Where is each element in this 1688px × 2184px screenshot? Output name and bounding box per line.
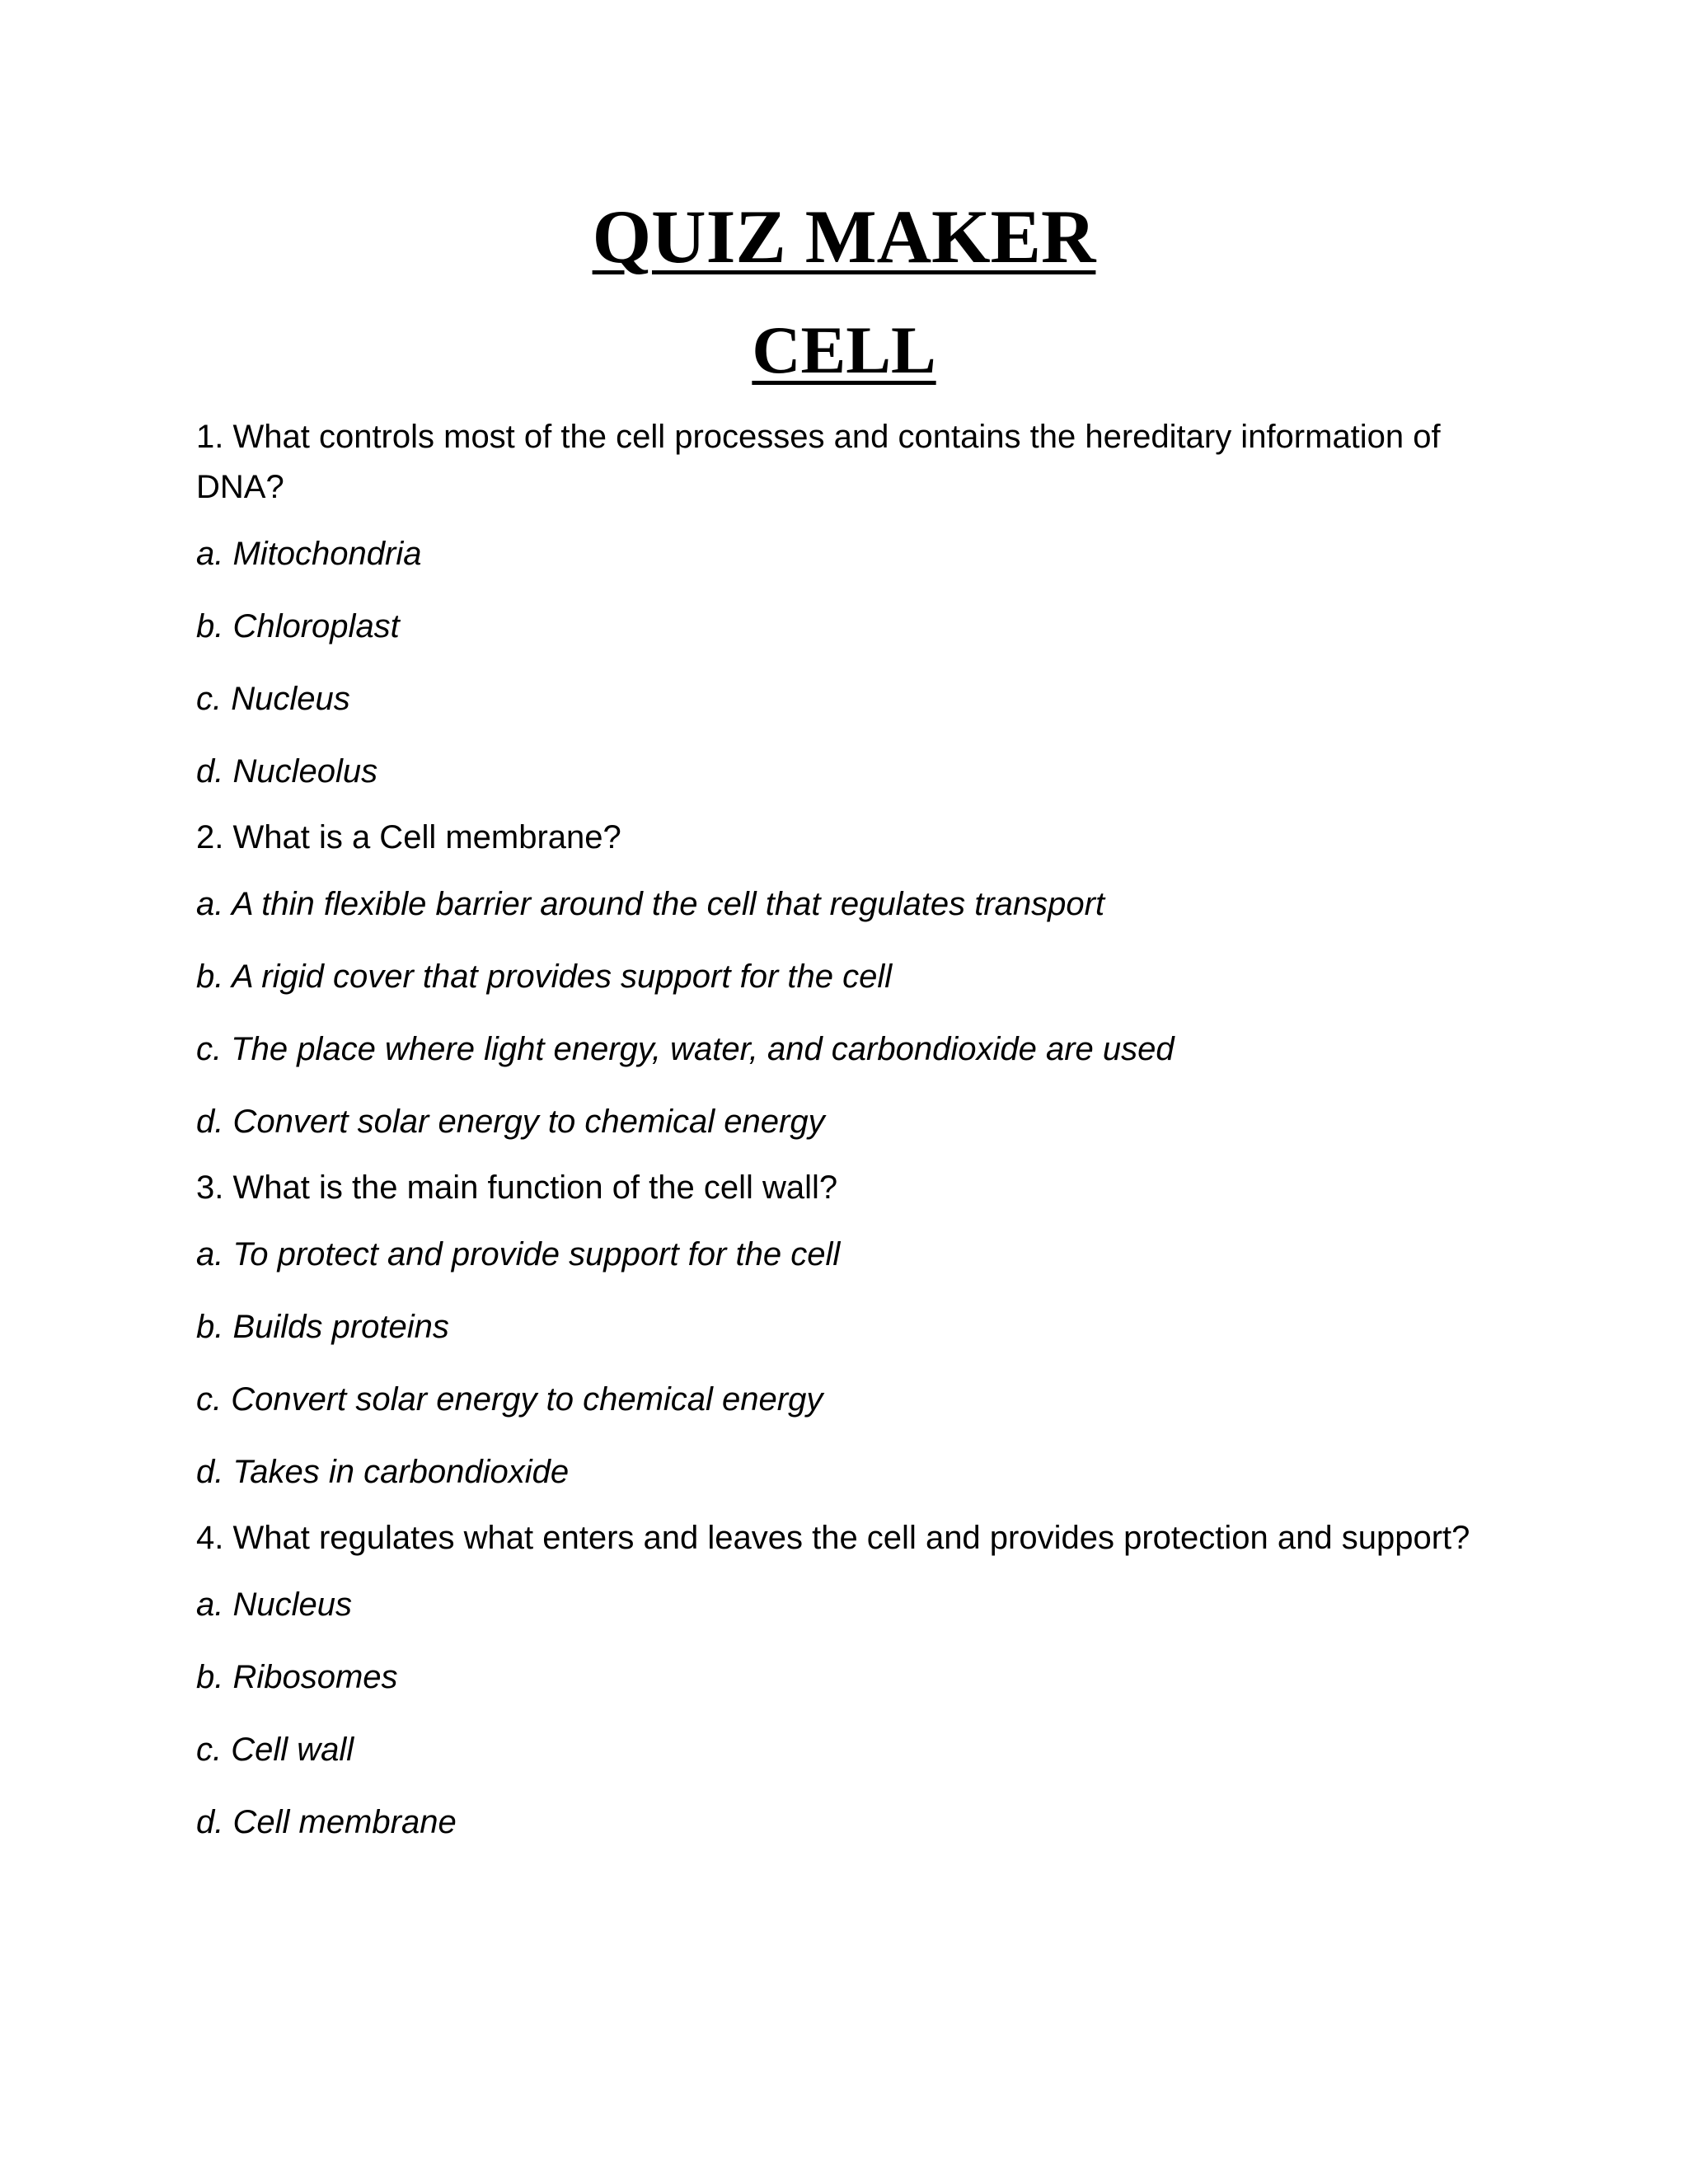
options-list [196, 868, 1515, 1158]
question-text: 4. What regulates what enters and leaves the cell and provides protection and support? [196, 1520, 1470, 1556]
option-item: c. The place where light energy, water, and carbondioxide are used [196, 1031, 1175, 1067]
option-item: b. Builds proteins [196, 1309, 449, 1345]
option-item: a. Mitochondria [196, 536, 422, 572]
question-2 [196, 813, 1515, 1158]
option-item: a. A thin flexible barrier around the cell that regulates transport [196, 886, 1105, 922]
option-item: a. Nucleus [196, 1586, 352, 1623]
option-item: b. Ribosomes [196, 1659, 398, 1695]
option-item: a. To protect and provide support for the cell [196, 1236, 841, 1272]
option-item: b. A rigid cover that provides support for the cell [196, 958, 893, 995]
question-3 [196, 1163, 1515, 1508]
option-item: d. Nucleolus [196, 753, 378, 790]
option-item: c. Cell wall [196, 1732, 354, 1768]
question-1 [196, 412, 1515, 808]
options-list [196, 518, 1515, 808]
page-subtitle: CELL [752, 312, 936, 387]
option-item: c. Nucleus [196, 681, 350, 717]
options-list [196, 1218, 1515, 1508]
question-text: 2. What is a Cell membrane? [196, 819, 621, 855]
options-list [196, 1568, 1515, 1858]
option-item: d. Cell membrane [196, 1804, 457, 1840]
question-text: 3. What is the main function of the cell wall? [196, 1169, 838, 1206]
option-item: d. Convert solar energy to chemical energy [196, 1104, 825, 1140]
option-item: d. Takes in carbondioxide [196, 1454, 570, 1490]
question-text: 1. What controls most of the cell processes and contains the hereditary information of DNA? [196, 419, 1441, 505]
question-4 [196, 1513, 1515, 1858]
page-title: QUIZ MAKER [592, 194, 1096, 279]
option-item: b. Chloroplast [196, 608, 400, 644]
option-item: c. Convert solar energy to chemical energy [196, 1381, 823, 1418]
quiz-content [196, 412, 1515, 1863]
